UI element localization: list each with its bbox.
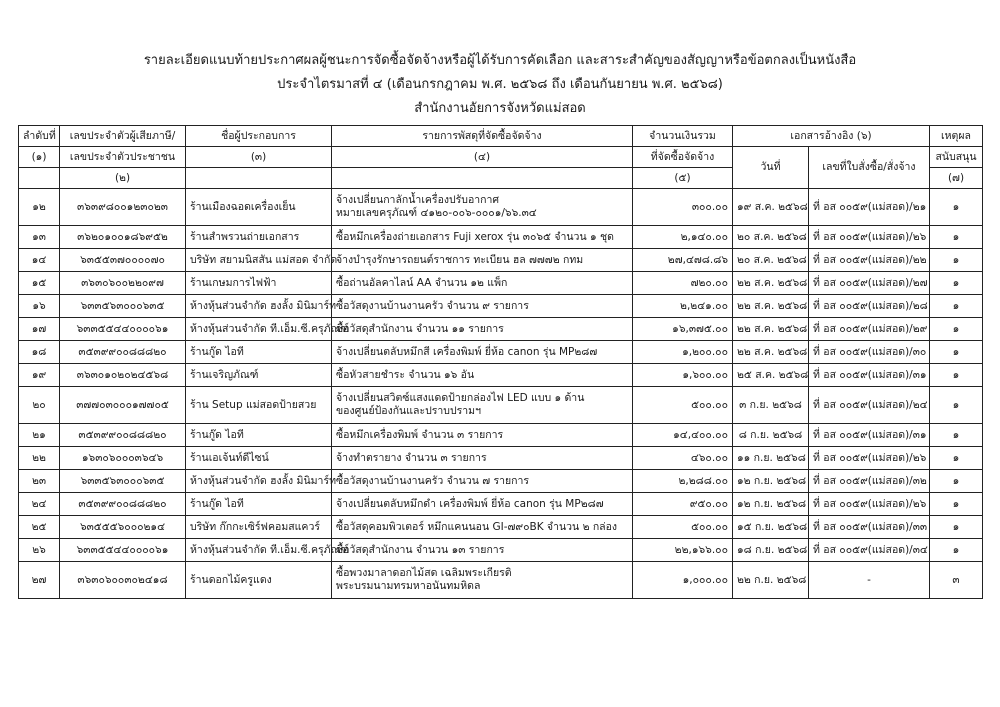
row-order: ที่ อส ๐๐๕๙(แม่สอด)/๒๖	[809, 447, 930, 470]
row-date: ๑๙ ส.ค. ๒๕๖๘	[733, 189, 809, 226]
row-taxid: ๖๓๓๕๖๓๐๐๐๖๓๕	[60, 295, 186, 318]
row-taxid: ๓๖๓๐๖๐๐๓๐๒๔๑๘	[60, 562, 186, 599]
row-reason: ๑	[930, 493, 983, 516]
table-row	[19, 226, 983, 249]
row-no: ๒๖	[19, 539, 60, 562]
row-taxid: ๖๓๓๕๕๔๔๐๐๐๐๖๑	[60, 539, 186, 562]
row-vendor: ห้างหุ้นส่วนจำกัด ที.เอ็ม.ซี.ครุภัณฑ์	[186, 539, 332, 562]
row-amount: ๕๐๐.๐๐	[633, 516, 733, 539]
row-date: ๒๒ ส.ค. ๒๕๖๘	[733, 295, 809, 318]
row-no: ๒๒	[19, 447, 60, 470]
table-row	[19, 424, 983, 447]
row-taxid: ๖๓๓๕๖๓๐๐๐๖๓๕	[60, 470, 186, 493]
row-taxid: ๓๖๓๙๘๐๐๑๒๓๐๒๓	[60, 189, 186, 226]
row-item: จ้างทำตรายาง จำนวน ๓ รายการ	[332, 447, 633, 470]
row-taxid: ๓๖๓๐๖๐๐๒๒๐๙๗	[60, 272, 186, 295]
row-date: ๑๘ ก.ย. ๒๕๖๘	[733, 539, 809, 562]
row-reason: ๑	[930, 341, 983, 364]
row-date: ๑๑ ก.ย. ๒๕๖๘	[733, 447, 809, 470]
row-item-line: ของศูนย์ป้องกันและปราบปรามฯ	[336, 405, 481, 417]
row-item: จ้างเปลี่ยนตลับหมึกสี เครื่องพิมพ์ ยี่ห้อ canon รุ่น MP๒๘๗	[332, 341, 633, 364]
row-no: ๒๓	[19, 470, 60, 493]
header-amount: จำนวนเงินรวม	[633, 126, 733, 147]
row-order: ที่ อส ๐๐๕๙(แม่สอด)/๒๘	[809, 295, 930, 318]
table-row	[19, 447, 983, 470]
row-date: ๘ ก.ย. ๒๕๖๘	[733, 424, 809, 447]
row-order: ที่ อส ๐๐๕๙(แม่สอด)/๓๔	[809, 539, 930, 562]
table-row	[19, 470, 983, 493]
header-row	[19, 147, 983, 168]
header-taxid: เลขประจำตัวผู้เสียภาษี/	[60, 126, 186, 147]
row-taxid: ๖๓๕๕๕๖๐๐๐๒๑๔	[60, 516, 186, 539]
table-row	[19, 493, 983, 516]
header-vendor-num: (๓)	[186, 147, 332, 168]
row-reason: ๑	[930, 272, 983, 295]
row-item: ซื้อวัสดุงานบ้านงานครัว จำนวน ๙ รายการ	[332, 295, 633, 318]
table-row	[19, 295, 983, 318]
row-item: ซื้อหัวสายชำระ จำนวน ๑๖ อัน	[332, 364, 633, 387]
row-no: ๑๖	[19, 295, 60, 318]
row-date: ๑๒ ก.ย. ๒๕๖๘	[733, 493, 809, 516]
row-no: ๑๕	[19, 272, 60, 295]
procurement-table	[18, 125, 983, 599]
row-reason: ๑	[930, 364, 983, 387]
row-reason: ๑	[930, 318, 983, 341]
row-order: ที่ อส ๐๐๕๙(แม่สอด)/๒๖	[809, 226, 930, 249]
table-row	[19, 249, 983, 272]
row-no: ๑๙	[19, 364, 60, 387]
row-order: ที่ อส ๐๐๕๙(แม่สอด)/๒๔	[809, 387, 930, 424]
row-no: ๑๗	[19, 318, 60, 341]
table-row	[19, 272, 983, 295]
header-order: เลขที่ใบสั่งซื้อ/สั่งจ้าง	[809, 147, 930, 189]
row-order: ที่ อส ๐๐๕๙(แม่สอด)/๒๖	[809, 493, 930, 516]
row-item: ซื้อหมึกเครื่องถ่ายเอกสาร Fuji xerox รุ่น ๓๐๖๕ จำนวน ๑ ชุด	[332, 226, 633, 249]
row-no: ๒๑	[19, 424, 60, 447]
row-taxid: ๓๗๗๐๓๐๐๐๑๗๗๐๕	[60, 387, 186, 424]
row-date: ๒๐ ส.ค. ๒๕๖๘	[733, 226, 809, 249]
row-taxid: ๓๖๒๐๑๐๐๑๘๖๙๕๒	[60, 226, 186, 249]
row-taxid: ๖๓๓๕๕๔๔๐๐๐๐๖๑	[60, 318, 186, 341]
row-amount: ๒,๑๔๐.๐๐	[633, 226, 733, 249]
row-vendor: ร้านกู๊ด ไอที	[186, 493, 332, 516]
header-item: รายการพัสดุที่จัดซื้อจัดจ้าง	[332, 126, 633, 147]
row-reason: ๑	[930, 295, 983, 318]
row-amount: ๑,๒๐๐.๐๐	[633, 341, 733, 364]
header-vendor: ชื่อผู้ประกอบการ	[186, 126, 332, 147]
header-item-num: (๔)	[332, 147, 633, 168]
table-row	[19, 562, 983, 599]
row-amount: ๒,๒๘๘.๐๐	[633, 470, 733, 493]
row-amount: ๓๐๐.๐๐	[633, 189, 733, 226]
table-row	[19, 387, 983, 424]
row-item: ซื้อหมึกเครื่องพิมพ์ จำนวน ๓ รายการ	[332, 424, 633, 447]
row-order: ที่ อส ๐๐๕๙(แม่สอด)/๒๙	[809, 318, 930, 341]
row-vendor: ห้างหุ้นส่วนจำกัด ฮงลั้ง มินิมาร์ท	[186, 470, 332, 493]
row-order: ที่ อส ๐๐๕๙(แม่สอด)/๒๗	[809, 272, 930, 295]
header-reason-2: สนับสนุน	[930, 147, 983, 168]
row-item: ซื้อวัสดุสำนักงาน จำนวน ๑๑ รายการ	[332, 318, 633, 341]
row-reason: ๑	[930, 447, 983, 470]
row-amount: ๗๒๐.๐๐	[633, 272, 733, 295]
header-row	[19, 126, 983, 147]
row-vendor: ร้าน Setup แม่สอดป้ายสวย	[186, 387, 332, 424]
row-amount: ๑๖,๓๗๕.๐๐	[633, 318, 733, 341]
header-amount-2: ที่จัดซื้อจัดจ้าง	[633, 147, 733, 168]
row-item	[332, 387, 633, 424]
row-vendor: ร้านกู๊ด ไอที	[186, 424, 332, 447]
row-item: ซื้อวัสดุคอมพิวเตอร์ หมึกแคนนอน GI-๗๙๐BK จำนวน ๒ กล่อง	[332, 516, 633, 539]
header-date: วันที่	[733, 147, 809, 189]
row-date: ๑๒ ก.ย. ๒๕๖๘	[733, 470, 809, 493]
row-vendor: ร้านกู๊ด ไอที	[186, 341, 332, 364]
row-amount: ๒,๒๔๑.๐๐	[633, 295, 733, 318]
table-row	[19, 189, 983, 226]
row-amount: ๒๗,๔๗๘.๘๖	[633, 249, 733, 272]
row-order: -	[809, 562, 930, 599]
header-taxid-num: (๒)	[60, 168, 186, 189]
row-item: ซื้อถ่านอัลคาไลน์ AA จำนวน ๑๒ แพ็ก	[332, 272, 633, 295]
row-amount: ๔๖๐.๐๐	[633, 447, 733, 470]
row-amount: ๕๐๐.๐๐	[633, 387, 733, 424]
row-reason: ๑	[930, 226, 983, 249]
table-row	[19, 364, 983, 387]
row-item-line: หมายเลขครุภัณฑ์ ๔๑๒๐-๐๐๖-๐๐๐๑/๖๖.๓๔	[336, 207, 537, 219]
header-ref: เอกสารอ้างอิง (๖)	[733, 126, 930, 147]
row-item	[332, 189, 633, 226]
row-reason: ๑	[930, 387, 983, 424]
table-row	[19, 539, 983, 562]
row-date: ๒๒ ส.ค. ๒๕๖๘	[733, 341, 809, 364]
document-title: รายละเอียดแนบท้ายประกาศผลผู้ชนะการจัดซื้อจัดจ้างหรือผู้ได้รับการคัดเลือก และสาระสำคัญของสัญญาหรือข้อตกลงเป็นหนังสือ	[143, 53, 857, 68]
row-no: ๑๘	[19, 341, 60, 364]
row-order: ที่ อส ๐๐๕๙(แม่สอด)/๓๒	[809, 470, 930, 493]
row-taxid: ๓๕๓๙๙๐๐๘๘๘๒๐	[60, 493, 186, 516]
row-taxid: ๓๖๓๐๑๐๒๐๒๔๕๖๘	[60, 364, 186, 387]
row-vendor: ร้านเจริญภัณฑ์	[186, 364, 332, 387]
row-date: ๒๒ ก.ย. ๒๕๖๘	[733, 562, 809, 599]
row-item: ซื้อวัสดุสำนักงาน จำนวน ๑๓ รายการ	[332, 539, 633, 562]
row-order: ที่ อส ๐๐๕๙(แม่สอด)/๓๓	[809, 516, 930, 539]
row-item: จ้างเปลี่ยนตลับหมึกดำ เครื่องพิมพ์ ยี่ห้อ canon รุ่น MP๒๘๗	[332, 493, 633, 516]
row-item	[332, 562, 633, 599]
row-item-line: ซื้อพวงมาลาดอกไม้สด เฉลิมพระเกียรติ	[336, 567, 512, 579]
row-vendor: ห้างหุ้นส่วนจำกัด ที.เอ็ม.ซี.ครุภัณฑ์	[186, 318, 332, 341]
header-no: ลำดับที่	[19, 126, 60, 147]
row-date: ๒๐ ส.ค. ๒๕๖๘	[733, 249, 809, 272]
row-no: ๑๓	[19, 226, 60, 249]
table-row	[19, 516, 983, 539]
document-office: สำนักงานอัยการจังหวัดแม่สอด	[414, 101, 586, 116]
row-item-line: จ้างเปลี่ยนสวิตซ์แสงแดดป้ายกล่องไฟ LED แบบ ๑ ด้าน	[336, 392, 585, 404]
row-no: ๒๗	[19, 562, 60, 599]
row-no: ๑๒	[19, 189, 60, 226]
row-reason: ๑	[930, 539, 983, 562]
header-reason-num: (๗)	[930, 168, 983, 189]
header-taxid-2: เลขประจำตัวประชาชน	[60, 147, 186, 168]
row-vendor: บริษัท ก๊กกะเซิร์ฟคอมสแควร์	[186, 516, 332, 539]
row-vendor: บริษัท สยามนิสสัน แม่สอด จำกัด	[186, 249, 332, 272]
row-vendor: ร้านเกษมการไฟฟ้า	[186, 272, 332, 295]
row-amount: ๒๒,๑๖๖.๐๐	[633, 539, 733, 562]
row-order: ที่ อส ๐๐๕๙(แม่สอด)/๓๐	[809, 341, 930, 364]
row-reason: ๑	[930, 189, 983, 226]
row-amount: ๑,๐๐๐.๐๐	[633, 562, 733, 599]
table-row	[19, 318, 983, 341]
row-item-line: จ้างเปลี่ยนกาลักน้ำเครื่องปรับอากาศ	[336, 194, 500, 206]
row-reason: ๑	[930, 516, 983, 539]
row-vendor: ร้านสำพรวนถ่ายเอกสาร	[186, 226, 332, 249]
row-taxid: ๓๕๓๙๙๐๐๘๘๘๒๐	[60, 341, 186, 364]
row-taxid: ๖๓๕๕๓๗๐๐๐๐๗๐	[60, 249, 186, 272]
row-reason: ๑	[930, 470, 983, 493]
row-vendor: ร้านเมืองฉอดเครื่องเย็น	[186, 189, 332, 226]
row-no: ๒๐	[19, 387, 60, 424]
row-amount: ๑,๖๐๐.๐๐	[633, 364, 733, 387]
row-item: ซื้อวัสดุงานบ้านงานครัว จำนวน ๗ รายการ	[332, 470, 633, 493]
row-no: ๑๔	[19, 249, 60, 272]
header-reason: เหตุผล	[930, 126, 983, 147]
table-row	[19, 341, 983, 364]
row-date: ๒๕ ส.ค. ๒๕๖๘	[733, 364, 809, 387]
row-order: ที่ อส ๐๐๕๙(แม่สอด)/๒๑	[809, 189, 930, 226]
row-no: ๒๔	[19, 493, 60, 516]
document-period: ประจำไตรมาสที่ ๔ (เดือนกรกฎาคม พ.ศ. ๒๕๖๘ ถึง เดือนกันยายน พ.ศ. ๒๕๖๘)	[277, 77, 723, 92]
row-amount: ๙๕๐.๐๐	[633, 493, 733, 516]
row-date: ๑๕ ก.ย. ๒๕๖๘	[733, 516, 809, 539]
row-date: ๒๒ ส.ค. ๒๕๖๘	[733, 318, 809, 341]
row-taxid: ๓๕๓๙๙๐๐๘๘๘๒๐	[60, 424, 186, 447]
row-no: ๒๕	[19, 516, 60, 539]
row-vendor: ห้างหุ้นส่วนจำกัด ฮงลั้ง มินิมาร์ท	[186, 295, 332, 318]
header-amount-num: (๕)	[633, 168, 733, 189]
row-order: ที่ อส ๐๐๕๙(แม่สอด)/๒๒	[809, 249, 930, 272]
row-date: ๒๒ ส.ค. ๒๕๖๘	[733, 272, 809, 295]
row-vendor: ร้านดอกไม้ครูแดง	[186, 562, 332, 599]
row-reason: ๑	[930, 249, 983, 272]
row-order: ที่ อส ๐๐๕๙(แม่สอด)/๓๑	[809, 424, 930, 447]
row-amount: ๑๔,๔๐๐.๐๐	[633, 424, 733, 447]
row-reason: ๓	[930, 562, 983, 599]
row-taxid: ๑๖๓๐๖๐๐๐๓๖๔๖	[60, 447, 186, 470]
row-item: จ้างบำรุงรักษารถยนต์ราชการ ทะเบียน ฮล ๗๗๗๒ กทม	[332, 249, 633, 272]
header-no-num: (๑)	[19, 147, 60, 168]
row-date: ๓ ก.ย. ๒๕๖๘	[733, 387, 809, 424]
row-reason: ๑	[930, 424, 983, 447]
row-order: ที่ อส ๐๐๕๙(แม่สอด)/๓๑	[809, 364, 930, 387]
row-vendor: ร้านเอเจ้นท์ดีไซน์	[186, 447, 332, 470]
row-item-line: พระบรมนามทรมหาอนันทมหิดล	[336, 580, 481, 592]
